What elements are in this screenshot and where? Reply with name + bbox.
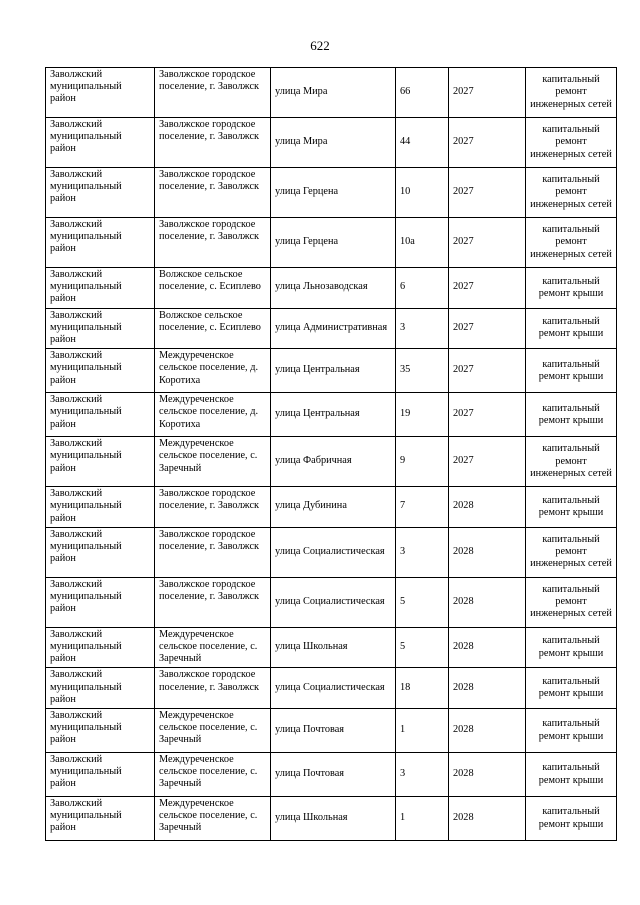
cell-house: 35 — [396, 349, 449, 393]
cell-settlement: Междуреченское сельское поселение, с. Заречный — [155, 437, 271, 487]
cell-district: Заволжский муниципальный район — [46, 668, 155, 709]
cell-settlement: Междуреченское сельское поселение, с. Заречный — [155, 709, 271, 753]
cell-house: 1 — [396, 797, 449, 841]
cell-work-type: капитальный ремонт инженерных сетей — [526, 577, 617, 627]
cell-street: улица Школьная — [271, 797, 396, 841]
cell-settlement: Заволжское городское поселение, г. Заволжск — [155, 218, 271, 268]
cell-house: 3 — [396, 527, 449, 577]
cell-district: Заволжский муниципальный район — [46, 437, 155, 487]
cell-house: 6 — [396, 268, 449, 309]
cell-street: улица Фабричная — [271, 437, 396, 487]
cell-year: 2028 — [449, 668, 526, 709]
cell-year: 2028 — [449, 527, 526, 577]
table-row — [46, 68, 617, 118]
table-row — [46, 577, 617, 627]
cell-house: 3 — [396, 308, 449, 349]
cell-settlement: Междуреченское сельское поселение, с. Заречный — [155, 627, 271, 668]
cell-street: улица Центральная — [271, 349, 396, 393]
cell-district: Заволжский муниципальный район — [46, 709, 155, 753]
cell-house: 66 — [396, 68, 449, 118]
cell-street: улица Мира — [271, 68, 396, 118]
cell-work-type: капитальный ремонт инженерных сетей — [526, 118, 617, 168]
table-row — [46, 627, 617, 668]
cell-house: 5 — [396, 577, 449, 627]
cell-work-type: капитальный ремонт инженерных сетей — [526, 68, 617, 118]
cell-year: 2028 — [449, 627, 526, 668]
cell-settlement: Заволжское городское поселение, г. Заволжск — [155, 577, 271, 627]
page-number: 622 — [310, 38, 330, 53]
cell-year: 2027 — [449, 349, 526, 393]
cell-district: Заволжский муниципальный район — [46, 393, 155, 437]
table-row — [46, 118, 617, 168]
cell-work-type: капитальный ремонт крыши — [526, 797, 617, 841]
cell-street: улица Социалистическая — [271, 577, 396, 627]
cell-settlement: Заволжское городское поселение, г. Заволжск — [155, 68, 271, 118]
table-row — [46, 437, 617, 487]
cell-settlement: Волжское сельское поселение, с. Есиплево — [155, 308, 271, 349]
cell-settlement: Волжское сельское поселение, с. Есиплево — [155, 268, 271, 309]
cell-work-type: капитальный ремонт инженерных сетей — [526, 527, 617, 577]
cell-district: Заволжский муниципальный район — [46, 487, 155, 528]
cell-settlement: Междуреченское сельское поселение, д. Коротиха — [155, 393, 271, 437]
cell-year: 2028 — [449, 709, 526, 753]
cell-district: Заволжский муниципальный район — [46, 627, 155, 668]
cell-street: улица Социалистическая — [271, 668, 396, 709]
cell-street: улица Почтовая — [271, 709, 396, 753]
cell-district: Заволжский муниципальный район — [46, 577, 155, 627]
cell-district: Заволжский муниципальный район — [46, 218, 155, 268]
cell-settlement: Заволжское городское поселение, г. Заволжск — [155, 668, 271, 709]
table-row — [46, 753, 617, 797]
table-row — [46, 487, 617, 528]
cell-settlement: Заволжское городское поселение, г. Заволжск — [155, 168, 271, 218]
cell-settlement: Заволжское городское поселение, г. Заволжск — [155, 487, 271, 528]
cell-house: 18 — [396, 668, 449, 709]
cell-street: улица Школьная — [271, 627, 396, 668]
cell-settlement: Междуреченское сельское поселение, с. Заречный — [155, 753, 271, 797]
cell-year: 2028 — [449, 797, 526, 841]
cell-house: 9 — [396, 437, 449, 487]
cell-work-type: капитальный ремонт крыши — [526, 709, 617, 753]
cell-district: Заволжский муниципальный район — [46, 118, 155, 168]
table-row — [46, 218, 617, 268]
cell-street: улица Центральная — [271, 393, 396, 437]
cell-district: Заволжский муниципальный район — [46, 527, 155, 577]
cell-year: 2027 — [449, 268, 526, 309]
cell-house: 7 — [396, 487, 449, 528]
table-row — [46, 393, 617, 437]
cell-street: улица Льнозаводская — [271, 268, 396, 309]
table-row — [46, 797, 617, 841]
table-row — [46, 709, 617, 753]
cell-house: 19 — [396, 393, 449, 437]
cell-district: Заволжский муниципальный район — [46, 349, 155, 393]
table-row — [46, 527, 617, 577]
cell-settlement: Заволжское городское поселение, г. Заволжск — [155, 118, 271, 168]
cell-work-type: капитальный ремонт крыши — [526, 308, 617, 349]
cell-house: 5 — [396, 627, 449, 668]
cell-work-type: капитальный ремонт крыши — [526, 487, 617, 528]
table-row — [46, 668, 617, 709]
cell-work-type: капитальный ремонт инженерных сетей — [526, 168, 617, 218]
cell-work-type: капитальный ремонт крыши — [526, 627, 617, 668]
cell-street: улица Административная — [271, 308, 396, 349]
cell-work-type: капитальный ремонт инженерных сетей — [526, 218, 617, 268]
cell-district: Заволжский муниципальный район — [46, 68, 155, 118]
cell-year: 2028 — [449, 577, 526, 627]
table-body — [46, 68, 617, 841]
table-row — [46, 349, 617, 393]
cell-district: Заволжский муниципальный район — [46, 753, 155, 797]
cell-year: 2027 — [449, 68, 526, 118]
repair-schedule-table — [45, 67, 617, 841]
cell-year: 2027 — [449, 393, 526, 437]
cell-work-type: капитальный ремонт инженерных сетей — [526, 437, 617, 487]
cell-house: 1 — [396, 709, 449, 753]
cell-district: Заволжский муниципальный район — [46, 797, 155, 841]
cell-work-type: капитальный ремонт крыши — [526, 393, 617, 437]
cell-district: Заволжский муниципальный район — [46, 168, 155, 218]
table-row — [46, 268, 617, 309]
cell-house: 44 — [396, 118, 449, 168]
cell-street: улица Мира — [271, 118, 396, 168]
cell-street: улица Социалистическая — [271, 527, 396, 577]
cell-work-type: капитальный ремонт крыши — [526, 349, 617, 393]
cell-house: 10а — [396, 218, 449, 268]
table-row — [46, 168, 617, 218]
cell-work-type: капитальный ремонт крыши — [526, 668, 617, 709]
table-row — [46, 308, 617, 349]
cell-house: 10 — [396, 168, 449, 218]
cell-year: 2027 — [449, 118, 526, 168]
cell-district: Заволжский муниципальный район — [46, 268, 155, 309]
cell-settlement: Заволжское городское поселение, г. Заволжск — [155, 527, 271, 577]
cell-street: улица Почтовая — [271, 753, 396, 797]
cell-district: Заволжский муниципальный район — [46, 308, 155, 349]
cell-settlement: Междуреченское сельское поселение, с. Заречный — [155, 797, 271, 841]
cell-street: улица Дубинина — [271, 487, 396, 528]
cell-year: 2027 — [449, 308, 526, 349]
cell-street: улица Герцена — [271, 168, 396, 218]
cell-house: 3 — [396, 753, 449, 797]
cell-year: 2027 — [449, 437, 526, 487]
cell-work-type: капитальный ремонт крыши — [526, 268, 617, 309]
cell-year: 2028 — [449, 753, 526, 797]
cell-work-type: капитальный ремонт крыши — [526, 753, 617, 797]
cell-year: 2027 — [449, 218, 526, 268]
cell-year: 2028 — [449, 487, 526, 528]
cell-year: 2027 — [449, 168, 526, 218]
cell-settlement: Междуреченское сельское поселение, д. Коротиха — [155, 349, 271, 393]
cell-street: улица Герцена — [271, 218, 396, 268]
